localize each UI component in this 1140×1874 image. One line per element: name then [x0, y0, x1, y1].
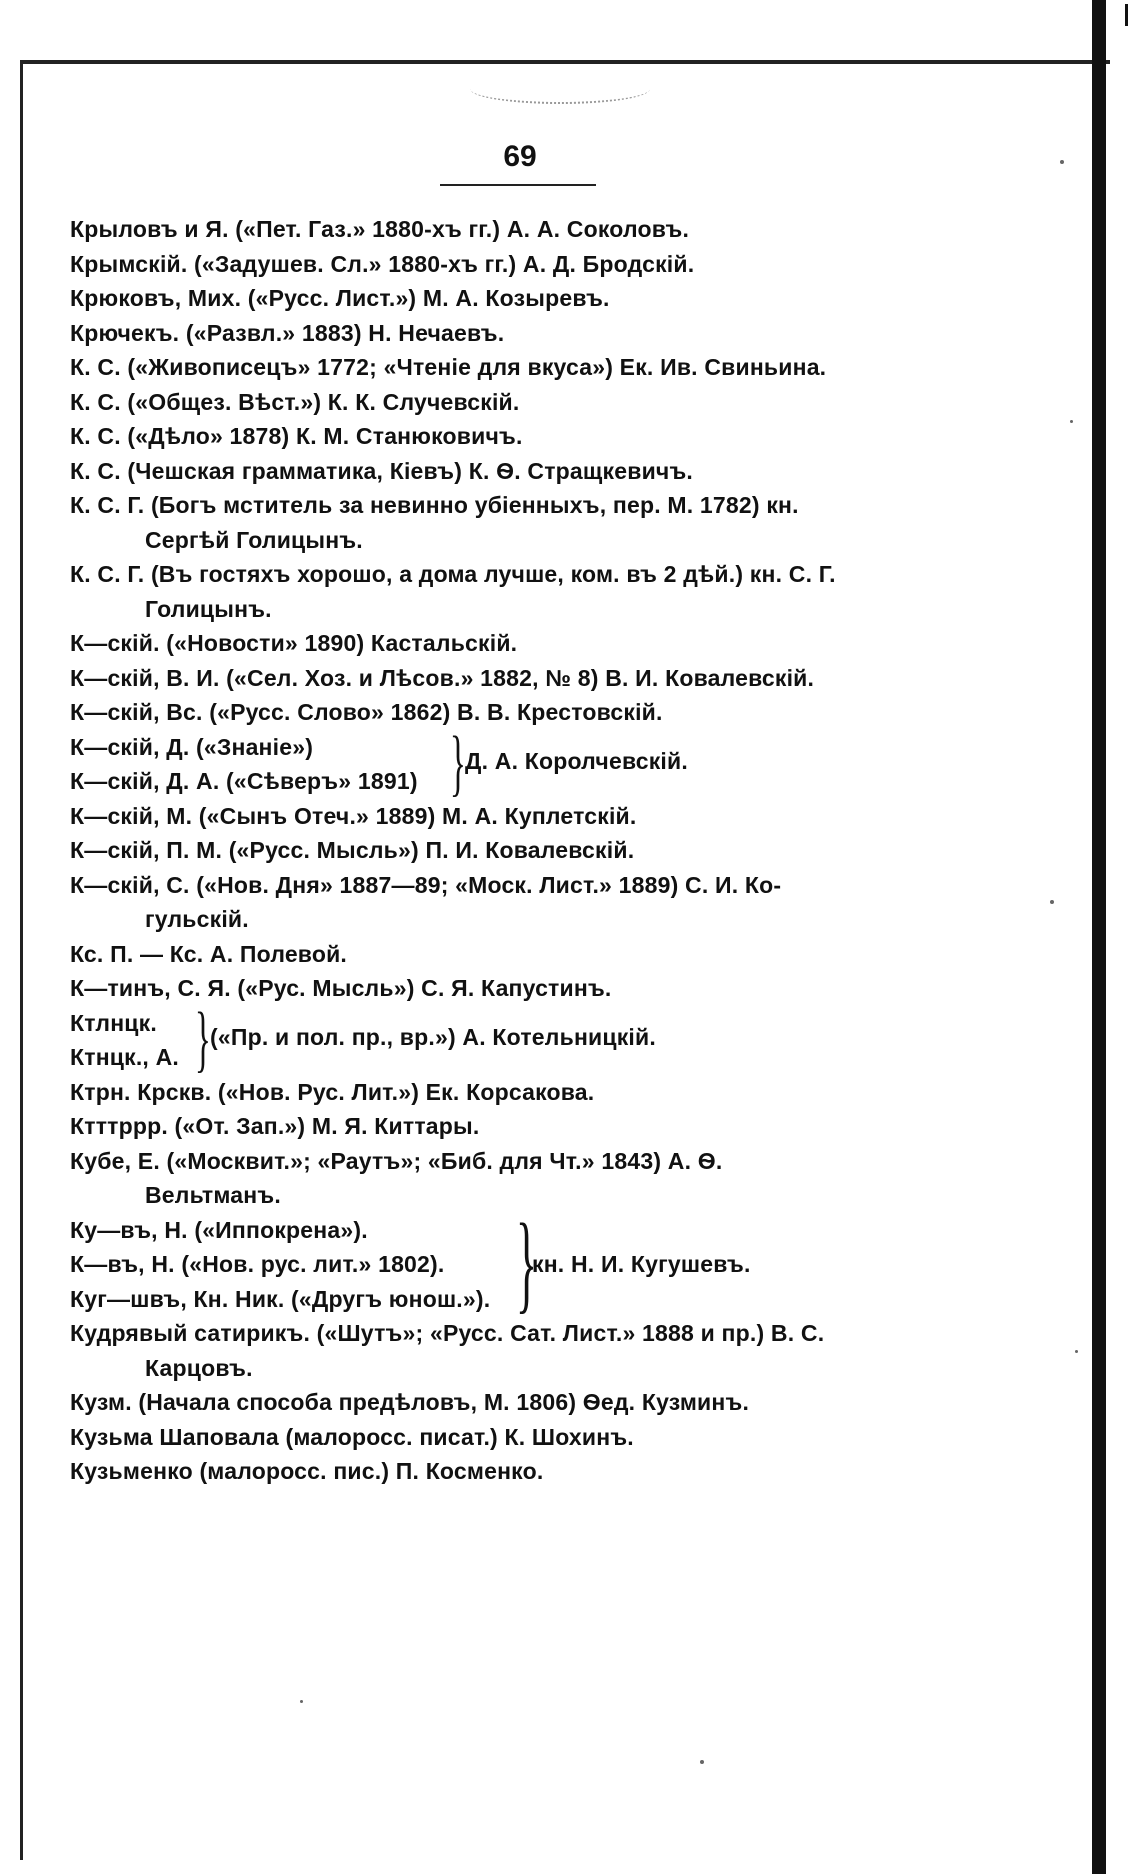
- entry-list: [70, 212, 1020, 1489]
- entry-line: К—скій, В. И. («Сел. Хоз. и Лѣсов.» 1882, № 8) В. И. Ковалевскій.: [70, 664, 815, 691]
- entry-line: К. С. Г. (Въ гостяхъ хорошо, а дома лучше, ком. въ 2 дѣй.) кн. С. Г.: [70, 561, 836, 587]
- entry-block-3: [70, 1075, 1020, 1213]
- scan-speck: [1050, 900, 1054, 904]
- brace-icon: }: [515, 1200, 538, 1323]
- brace-icon: }: [194, 997, 211, 1080]
- entry-line: Крыловъ и Я. («Пет. Газ.» 1880-хъ гг.) А. А. Соколовъ.: [70, 216, 690, 242]
- entry-line: К—скій, М. («Сынъ Отеч.» 1889) М. А. Куплетскій.: [70, 802, 637, 829]
- entry-block-1: [70, 212, 1020, 730]
- scan-speck: [1070, 420, 1073, 423]
- entry-line: Кс. П. — Кс. А. Полевой.: [70, 940, 348, 967]
- entry-continuation: Вельтманъ.: [145, 1182, 281, 1208]
- entry-group-kugushev: [70, 1200, 1020, 1323]
- entry-line: К—тинъ, С. Я. («Рус. Мысль») С. Я. Капустинъ.: [70, 975, 612, 1001]
- entry-line: К—въ, Н. («Нов. рус. лит.» 1802).: [70, 1251, 445, 1277]
- entry-line: К. С. («Живописецъ» 1772; «Чтеніе для вкуса») Ек. Ив. Свиньина.: [70, 354, 827, 380]
- scan-speck: [1075, 1350, 1078, 1353]
- entry-continuation: гульскій.: [145, 906, 249, 932]
- entry-group-korolchevsky: [70, 721, 1020, 804]
- entry-line: К. С. («Общез. Вѣст.») К. К. Случевскій.: [70, 388, 520, 415]
- scan-speck: [1060, 160, 1064, 164]
- entry-line: К—скій, С. («Нов. Дня» 1887—89; «Моск. Лист.» 1889) С. И. Ко-: [70, 871, 782, 898]
- entry-line: К—скій, П. М. («Русс. Мысль») П. И. Ковалевскій.: [70, 837, 635, 863]
- entry-line: К. С. Г. (Богъ мститель за невинно убіенныхъ, пер. М. 1782) кн.: [70, 492, 799, 518]
- entry-line: Кузьма Шаповала (малоросс. писат.) К. Шохинъ.: [70, 1423, 634, 1450]
- entry-line: К—скій, Д. А. («Сѣверъ» 1891): [70, 768, 418, 794]
- entry-line: Крюковъ, Мих. («Русс. Лист.») М. А. Козыревъ.: [70, 285, 610, 311]
- entry-target: («Пр. и пол. пр., вр.») А. Котельницкій.: [210, 1023, 656, 1050]
- entry-target: кн. Н. И. Кугушевъ.: [532, 1251, 751, 1277]
- entry-line: К—скій. («Новости» 1890) Кастальскій.: [70, 630, 518, 656]
- brace-icon: }: [449, 721, 466, 804]
- entry-block-2: [70, 799, 1020, 1006]
- entry-line: Ктттррр. («От. Зап.») М. Я. Киттары.: [70, 1113, 480, 1139]
- entry-line: К. С. («Дѣло» 1878) К. М. Станюковичъ.: [70, 423, 523, 449]
- entry-group-kotelnitsky: [70, 997, 1020, 1080]
- entry-target: Д. А. Королчевскій.: [465, 747, 688, 774]
- entry-line: Ктнцк., А.: [70, 1044, 180, 1070]
- entry-line: К—скій, Д. («Знаніе»): [70, 733, 314, 760]
- entry-line: К. С. (Чешская грамматика, Кіевъ) К. Ѳ. Стращкевичъ.: [70, 457, 694, 484]
- entry-line: Ктрн. Крскв. («Нов. Рус. Лит.») Ек. Корсакова.: [70, 1078, 595, 1105]
- bleed-through-mark: [470, 74, 650, 104]
- entry-line: Кудрявый сатирикъ. («Шутъ»; «Русс. Сат. Лист.» 1888 и пр.) В. С.: [70, 1320, 825, 1346]
- entry-line: Крымскій. («Задушев. Сл.» 1880-хъ гг.) А. Д. Бродскій.: [70, 250, 695, 277]
- entry-line: Ктлнцк.: [70, 1009, 157, 1036]
- entry-continuation: Сергѣй Голицынъ.: [145, 526, 363, 553]
- entry-line: Ку—въ, Н. («Иппокрена»).: [70, 1216, 368, 1243]
- page-binding-edge: [1092, 0, 1106, 1874]
- page-number: 69: [503, 140, 537, 173]
- entry-line: Кузм. (Начала способа предѣловъ, М. 1806) Ѳед. Кузминъ.: [70, 1389, 750, 1415]
- entry-continuation: Карцовъ.: [145, 1354, 253, 1381]
- entry-continuation: Голицынъ.: [145, 595, 272, 622]
- page-number-rule: [440, 184, 596, 186]
- entry-line: Кузьменко (малоросс. пис.) П. Косменко.: [70, 1458, 544, 1484]
- scan-speck: [300, 1700, 303, 1703]
- entry-block-4: [70, 1316, 1020, 1489]
- entry-line: Крючекъ. («Развл.» 1883) Н. Нечаевъ.: [70, 319, 505, 346]
- entry-line: К—скій, Вс. («Русс. Слово» 1862) В. В. Крестовскій.: [70, 699, 663, 725]
- margin-mark: [1125, 4, 1128, 26]
- scan-speck: [700, 1760, 704, 1764]
- entry-line: Куг—швъ, Кн. Ник. («Другъ юнош.»).: [70, 1285, 491, 1312]
- entry-line: Кубе, Е. («Москвит.»; «Раутъ»; «Биб. для Чт.» 1843) А. Ѳ.: [70, 1147, 723, 1174]
